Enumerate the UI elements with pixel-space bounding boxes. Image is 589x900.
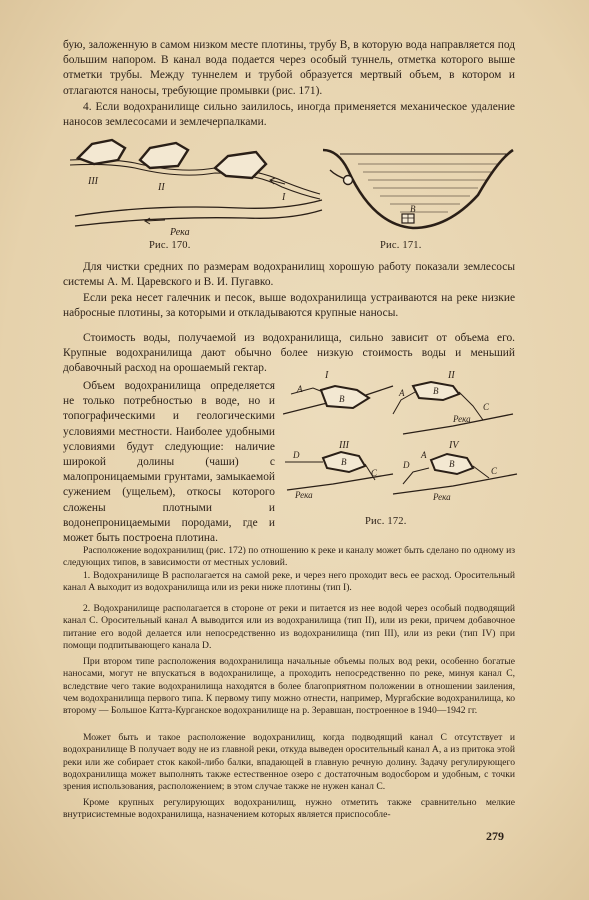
fig172-type-iii: III [339, 440, 349, 451]
figure-171-caption: Рис. 171. [380, 240, 422, 251]
fig172-iii-label-c: C [371, 468, 378, 478]
figure-170 [70, 138, 325, 238]
fig172-type-i: I [325, 370, 329, 381]
fig172-i-canal [291, 388, 323, 394]
small-paragraph-2: 1. Водохранилище B располагается на самой реке, и через него проходит весь ее расход. Оросительный канал A выходит из водохранилища или из реки ниже плотины (тип I). [63, 570, 515, 594]
paragraph-3: Для чистки средних по размерам водохранилищ хорошую работу показали землесосы системы А. М. Царевского и В. И. Пугавко. [63, 261, 515, 289]
fig172-iv-label-c: C [491, 466, 498, 476]
fig171-water-lines [358, 164, 498, 212]
small-paragraph-1: Расположение водохранилищ (рис. 172) по отношению к реке и каналу может быть сделано по одному из следующих типов, в зависимости от местных условий. [63, 545, 515, 569]
fig172-type-ii: II [448, 370, 455, 381]
fig170-label-iii: III [88, 176, 98, 187]
fig172-iv-label-d: D [403, 460, 410, 470]
fig172-i-label-a: A [297, 384, 303, 394]
fig172-iii-river [287, 474, 393, 490]
small-paragraph-3: 2. Водохранилище располагается в стороне от реки и питается из нее водой через особый подводящий канал C. Оросительный канал A выводится или из водохранилища (тип II), или из реки, причем добавочное питание его водой делается или непосредственно из водохранилища (тип III), или из реки (тип IV) при помощи подпитывающего канала D. [63, 603, 515, 651]
figure-172-caption: Рис. 172. [365, 516, 407, 527]
fig170-reservoir-i [215, 152, 266, 178]
fig172-iv-canal-d [403, 468, 429, 484]
figure-172 [283, 364, 518, 514]
fig172-iii-label-river: Река [295, 490, 313, 500]
small-paragraph-5: Может быть и такое расположение водохранилищ, когда подводящий канал C отсутствует и водохранилище B получает воду не из главной реки, откуда выведен оросительный канал A, а из притока этой реки или же собирает сток какой-либо балки, впадающей в главную речную долину. Задачу регулирующего водохранилища может выполнять также естественное озеро с достаточным водосбором и удобным, с точки зрения использования, расположением; в этом случае также не нужен канал C. [63, 732, 515, 793]
fig172-iv-canal-c [473, 466, 489, 478]
fig172-iii-label-b: B [341, 457, 347, 467]
fig172-ii-label-b: B [433, 386, 439, 396]
fig172-iv-label-b: B [449, 459, 455, 469]
fig170-river-bottom [75, 210, 322, 226]
fig172-ii-label-c: C [483, 402, 490, 412]
paragraph-5: Стоимость воды, получаемой из водохранилища, сильно зависит от объема его. Крупные водохранилища дают обычно более низкую стоимость воды и меньший добавочный расход на орошаемый гектар. [63, 332, 515, 375]
fig170-reservoir-iii [78, 140, 125, 164]
fig172-iv-river [393, 474, 517, 494]
figure-171 [318, 140, 518, 235]
fig172-iii-label-d: D [293, 450, 300, 460]
fig172-i-reservoir [321, 386, 369, 408]
fig171-label-b: B [410, 204, 416, 214]
fig170-reservoir-ii [140, 143, 188, 168]
fig172-type-iv: IV [449, 440, 459, 451]
fig171-tunnel [344, 176, 353, 185]
fig170-label-ii: II [158, 182, 165, 193]
fig170-label-i: I [282, 192, 286, 203]
small-paragraph-4: При втором типе расположения водохранилища начальные объемы полых вод реки, особенно богатые наносами, могут не впускаться в водохранилище, а проходить непосредственно по реке, минуя канал C, вследствие чего такие водохранилища находятся в более благоприятном положении в отношении заиления, чем водохранилища первого типа. К первому типу можно отнести, например, Мургабские водохранилища, ко второму — Большое Катта-Курганское водохранилище на р. Зеравшан, построенное в 1940—1942 гг. [63, 656, 515, 717]
fig172-ii-label-river: Река [453, 414, 471, 424]
fig172-iv-label-river: Река [433, 492, 451, 502]
fig170-label-river: Река [170, 227, 190, 238]
fig171-valley [323, 150, 513, 228]
page-number: 279 [486, 829, 504, 843]
small-paragraph-6: Кроме крупных регулирующих водохранилищ, нужно отметить также сравнительно мелкие внутрисистемные водохранилища, назначением которых является приспособле- [63, 797, 515, 821]
fig172-i-label-b: B [339, 394, 345, 404]
paragraph-6: Объем водохранилища определяется не только потребностью в воде, но и топографическими и геологическими условиями местности. Наиболее удобными условиями будут следующие: наличие широкой долины (чаши) с малопроницаемыми грунтами, замыкаемой сужением (ущельем), откосы которого сложены плотными и водонепроницаемыми породами, где и может быть построена плотина. [63, 380, 275, 545]
figure-170-caption: Рис. 170. [149, 240, 191, 251]
paragraph-2: 4. Если водохранилище сильно заилилось, иногда применяется механическое удаление наносов землесосами и землечерпалками. [63, 101, 515, 129]
fig172-ii-label-a: A [399, 388, 405, 398]
paragraph-1: бую, заложенную в самом низком месте плотины, трубу B, в которую вода направляется под большим напором. В канал вода подается через особый туннель, отметка которого выше отметки трубы. Между туннелем и трубой образуется мертвый объем, в котором и отлагаются наносы, требующие промывки (рис. 171). [63, 39, 515, 97]
paragraph-4: Если река несет галечник и песок, выше водохранилища устраиваются на реке низкие наброcные плотины, за которыми и откладываются крупные наносы. [63, 292, 515, 320]
fig172-iv-label-a: A [421, 450, 427, 460]
